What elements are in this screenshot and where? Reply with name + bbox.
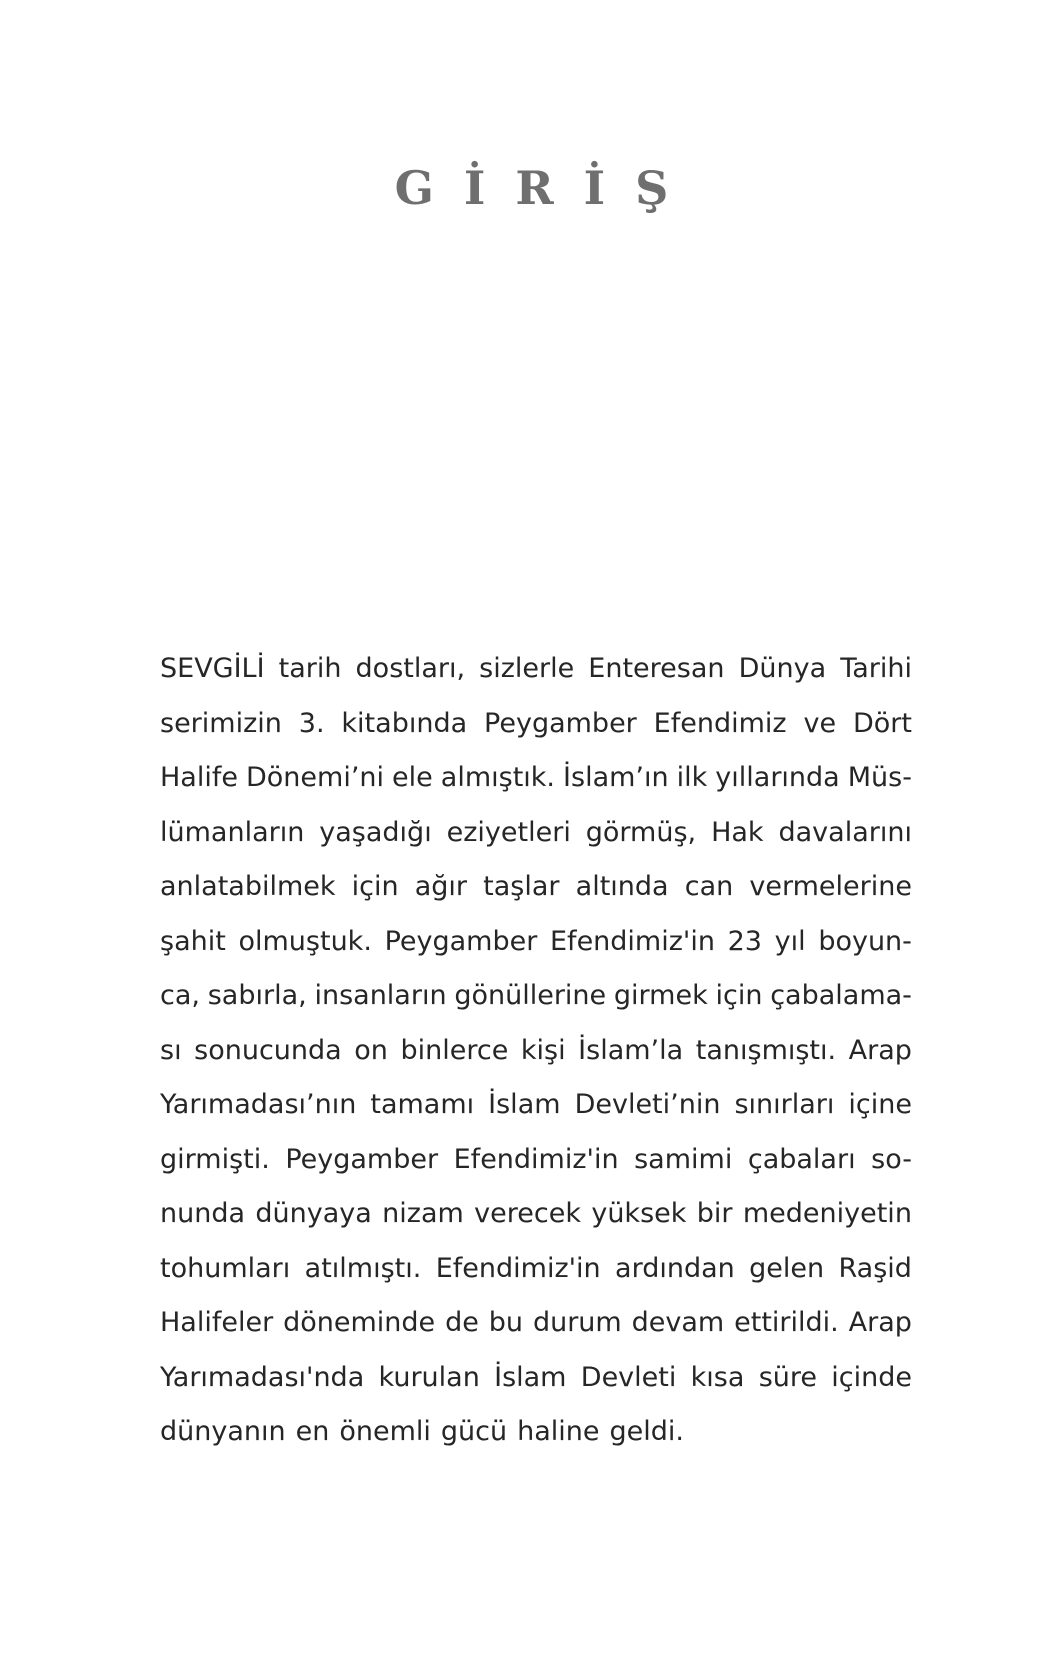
word: sonucunda xyxy=(194,1034,342,1066)
word: Efendimiz xyxy=(653,707,787,739)
word: görmüş, xyxy=(585,816,697,848)
word: devam xyxy=(631,1307,725,1338)
word: döneminde xyxy=(283,1307,436,1338)
text-line xyxy=(160,806,912,861)
word: çabaları xyxy=(747,1143,856,1175)
word: için xyxy=(351,871,399,902)
word: Halifeler xyxy=(160,1307,274,1338)
chapter-title: GİRİŞ xyxy=(394,161,699,215)
word: bir xyxy=(696,1198,733,1229)
text-line xyxy=(160,1024,912,1079)
word: almıştık. xyxy=(440,762,556,793)
word: haline xyxy=(517,1416,600,1447)
word: SEVGİLİ xyxy=(160,653,265,684)
text-line xyxy=(160,860,912,915)
word: içine xyxy=(848,1089,912,1120)
word: anlatabilmek xyxy=(160,871,336,902)
word: Efendimiz'in xyxy=(435,1252,601,1284)
word: eziyetleri xyxy=(446,816,571,848)
word: ve xyxy=(803,707,837,739)
word: sizlerle xyxy=(479,653,575,684)
word: Dünya xyxy=(738,653,827,684)
text-line xyxy=(160,751,912,806)
word: İslam xyxy=(488,1089,561,1120)
text-line xyxy=(160,1405,912,1460)
word: olmuştuk. xyxy=(238,925,372,957)
word: Peygamber xyxy=(384,925,538,957)
word: geldi. xyxy=(609,1416,684,1447)
word: taşlar xyxy=(483,871,560,902)
text-line xyxy=(160,1296,912,1351)
word: sınırları xyxy=(734,1089,835,1120)
word: durum xyxy=(532,1307,622,1338)
word: boyun- xyxy=(818,925,912,957)
word: altında xyxy=(575,871,669,902)
word: atılmıştı. xyxy=(304,1252,422,1284)
word: sı xyxy=(160,1034,182,1066)
word: davalarını xyxy=(778,816,912,848)
word: içinde xyxy=(831,1361,912,1393)
word: girmek xyxy=(613,980,708,1011)
word: İslam xyxy=(494,1361,567,1393)
text-line xyxy=(160,1133,912,1188)
word: Devleti’nin xyxy=(574,1089,721,1120)
word: önemli xyxy=(339,1416,431,1447)
word: lümanların xyxy=(160,816,305,848)
word: nizam xyxy=(382,1198,464,1229)
word: çabalama- xyxy=(770,980,912,1011)
word: tamamı xyxy=(370,1089,475,1120)
word: için xyxy=(715,980,763,1011)
word: şahit xyxy=(160,925,226,957)
word: Dönemi’ni xyxy=(245,762,385,793)
word: yaşadığı xyxy=(319,816,432,848)
word: verecek xyxy=(474,1198,581,1229)
word: can xyxy=(684,871,734,902)
word: 23 xyxy=(727,925,762,957)
text-line xyxy=(160,697,912,752)
word: yüksek xyxy=(591,1198,687,1229)
word: dünyanın xyxy=(160,1416,286,1447)
word: yıllarında xyxy=(715,762,840,793)
word: insanların xyxy=(314,980,447,1011)
word: 3. xyxy=(298,707,325,739)
word: so- xyxy=(871,1143,912,1175)
text-line xyxy=(160,642,912,697)
word: binlerce xyxy=(400,1034,509,1066)
word: medeniyetin xyxy=(742,1198,912,1229)
word: kişi xyxy=(520,1034,566,1066)
word: ilk xyxy=(676,762,708,793)
text-line xyxy=(160,1351,912,1406)
word: Arap xyxy=(848,1307,912,1338)
body-paragraph xyxy=(160,642,912,1460)
word: ardından xyxy=(615,1252,735,1284)
word: Yarımadası’nın xyxy=(160,1089,357,1120)
word: samimi xyxy=(634,1143,733,1175)
text-line xyxy=(160,1187,912,1242)
word: Peygamber xyxy=(484,707,637,739)
word: ettirildi. xyxy=(734,1307,839,1338)
word: ca, xyxy=(160,980,200,1011)
word: Müs- xyxy=(847,762,912,793)
word: Hak xyxy=(711,816,764,848)
word: kitabında xyxy=(341,707,468,739)
word: gücü xyxy=(440,1416,508,1447)
word: Halife xyxy=(160,762,238,793)
word: yıl xyxy=(774,925,806,957)
word: Dört xyxy=(852,707,912,739)
word: kurulan xyxy=(378,1361,480,1393)
word: dünyaya xyxy=(255,1198,372,1229)
word: serimizin xyxy=(160,707,282,739)
text-line xyxy=(160,1078,912,1133)
word: girmişti. xyxy=(160,1143,270,1175)
word: on xyxy=(354,1034,388,1066)
word: ağır xyxy=(414,871,468,902)
word: Arap xyxy=(848,1034,912,1066)
word: Efendimiz'in xyxy=(453,1143,619,1175)
word: en xyxy=(295,1416,330,1447)
word: de xyxy=(445,1307,479,1338)
word: Raşid xyxy=(838,1252,912,1284)
word: tanışmıştı. xyxy=(695,1034,837,1066)
word: Tarihi xyxy=(840,653,912,684)
word: tohumları xyxy=(160,1252,291,1284)
word: Efendimiz'in xyxy=(550,925,715,957)
word: İslam’la xyxy=(578,1034,684,1066)
text-line xyxy=(160,1242,912,1297)
word: gönüllerine xyxy=(454,980,607,1011)
word: süre xyxy=(758,1361,817,1393)
text-line xyxy=(160,969,912,1024)
word: Devleti xyxy=(580,1361,677,1393)
word: nunda xyxy=(160,1198,246,1229)
word: dostları, xyxy=(355,653,466,684)
word: Enteresan xyxy=(588,653,725,684)
word: İslam’ın xyxy=(563,762,669,793)
word: Peygamber xyxy=(285,1143,439,1175)
word: tarih xyxy=(278,653,342,684)
word: sabırla, xyxy=(207,980,307,1011)
text-line xyxy=(160,915,912,970)
word: kısa xyxy=(690,1361,745,1393)
word: bu xyxy=(488,1307,524,1338)
word: gelen xyxy=(749,1252,825,1284)
word: Yarımadası'nda xyxy=(160,1361,365,1393)
word: ele xyxy=(392,762,433,793)
word: vermelerine xyxy=(749,871,912,902)
